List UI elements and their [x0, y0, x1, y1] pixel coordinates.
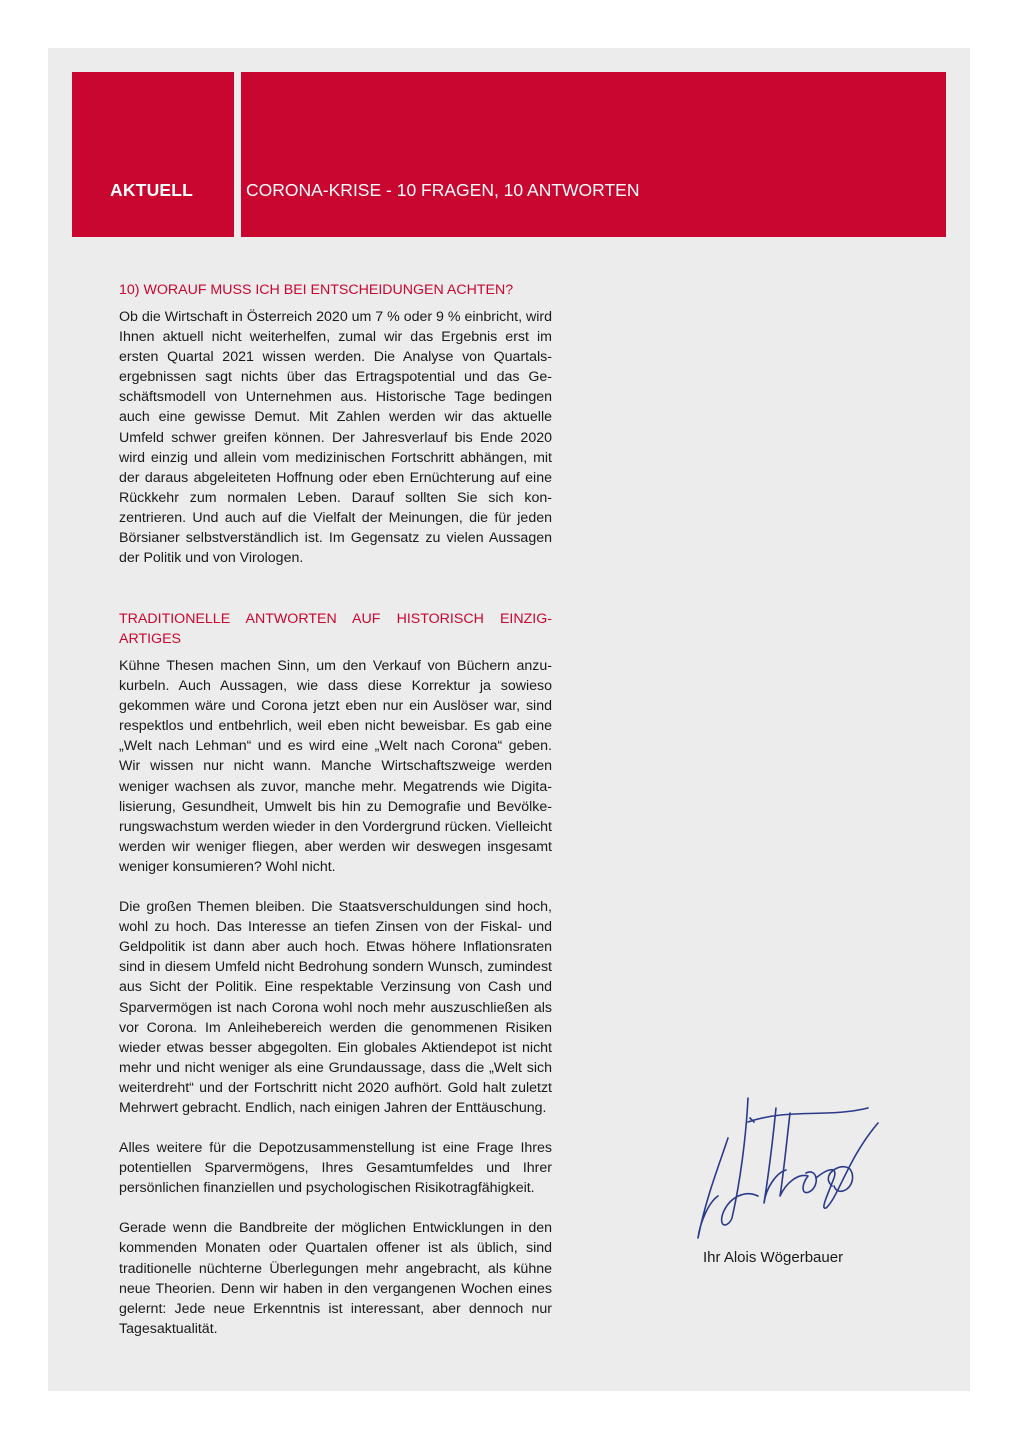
page: [48, 48, 970, 1391]
paragraph: Ob die Wirtschaft in Österreich 2020 um 7 % oder 9 % einbricht, wird Ihnen aktuell nicht weiterhelfen, zumal wir das Ergebnis erst im ersten Quartal 2021 wissen werden. Die Analyse von Quartalsergebnissen sagt nichts über das Ertragspotential und das Geschäftsmodell von Unternehmen aus. Historische Tage bedingen auch eine gewisse Demut. Mit Zahlen werden wir das aktuelle Umfeld schwer greifen können. Der Jahresverlauf bis Ende 2020 wird einzig und allein vom medizinischen Fortschritt abhängen, mit der daraus abgeleiteten Hoffnung oder eben Ernüchterung auf eine Rückkehr zum normalen Leben. Darauf sollten Sie sich konzentrieren. Und auch auf die Vielfalt der Meinungen, die für jeden Börsianer selbstverständlich ist. Im Gegensatz zu vielen Aussagen der Politik und von Virologen.: [119, 309, 552, 567]
section-label: AKTUELL: [110, 180, 194, 200]
header-section-block: [72, 72, 234, 237]
paragraph: Gerade wenn die Bandbreite der möglichen Entwicklungen in den kommenden Monaten oder Quartalen offener ist als üblich, sind traditionelle nüchterne Überlegungen mehr angebracht, als kühne neue Theorien. Denn wir haben in den vergangenen Wochen eines gelernt: Jede neue Erkenntnis ist interessant, aber dennoch nur Tagesaktualität.: [119, 1220, 552, 1337]
paragraph: Kühne Thesen machen Sinn, um den Verkauf von Büchern anzukurbeln. Auch Aussagen, wie dass diese Korrektur ja sowieso gekommen wäre und Corona jetzt eben nur ein Auslöser war, sind respektlos und entbehrlich, weil eben nicht beweisbar. Es gab eine „Welt nach Lehman“ und es wird eine „Welt nach Corona“ geben. Wir wissen nur nicht wann. Manche Wirtschaftszweige werden weniger wachsen als zuvor, manche mehr. Megatrends wie Digitalisierung, Gesundheit, Umwelt bis hin zu Demografie und Bevölkerungswachstum werden wieder in den Vordergrund rücken. Vielleicht werden wir weniger fliegen, aber werden wir deswegen insgesamt weniger konsumieren? Wohl nicht.: [119, 658, 552, 875]
header-title-block: [241, 72, 946, 237]
section-heading: 10) WORAUF MUSS ICH BEI ENTSCHEIDUNGEN ACHTEN?: [119, 282, 514, 298]
page-title: CORONA-KRISE - 10 FRAGEN, 10 ANTWORTEN: [246, 180, 640, 200]
section-heading: TRADITIONELLE ANTWORTEN AUF HISTORISCH EINZIGARTIGES: [119, 611, 552, 647]
section-traditional-answers: [119, 609, 552, 1339]
handwritten-signature: [688, 1078, 888, 1248]
paragraph: Alles weitere für die Depotzusammenstellung ist eine Frage Ihres potentiellen Sparvermögens, Ihres Gesamtumfeldes und Ihrer persönlichen finanziellen und psychologischen Risikotragfähigkeit.: [119, 1140, 552, 1197]
signature-name: Ihr Alois Wögerbauer: [703, 1249, 844, 1266]
section-decisions: [119, 280, 552, 568]
paragraph: Die großen Themen bleiben. Die Staatsverschuldungen sind hoch, wohl zu hoch. Das Interesse an tiefen Zinsen von der Fiskal- und Geldpolitik ist dann aber auch hoch. Etwas höhere Inflationsraten sind in diesem Umfeld nicht Bedrohung sondern Wunsch, zumindest aus Sicht der Politik. Eine respektable Verzinsung von Cash und Sparvermögen ist nach Corona wohl noch mehr auszuschließen als vor Corona. Im Anleihebereich werden die genommenen Risiken wieder etwas besser abgegolten. Ein globales Aktiendepot ist nicht mehr und nicht weniger als eine Grundaussage, dass die „Welt sich weiterdreht“ und der Fortschritt nicht 2020 aufhört. Gold halt zuletzt Mehrwert gebracht. Endlich, nach einigen Jahren der Enttäuschung.: [119, 899, 552, 1116]
